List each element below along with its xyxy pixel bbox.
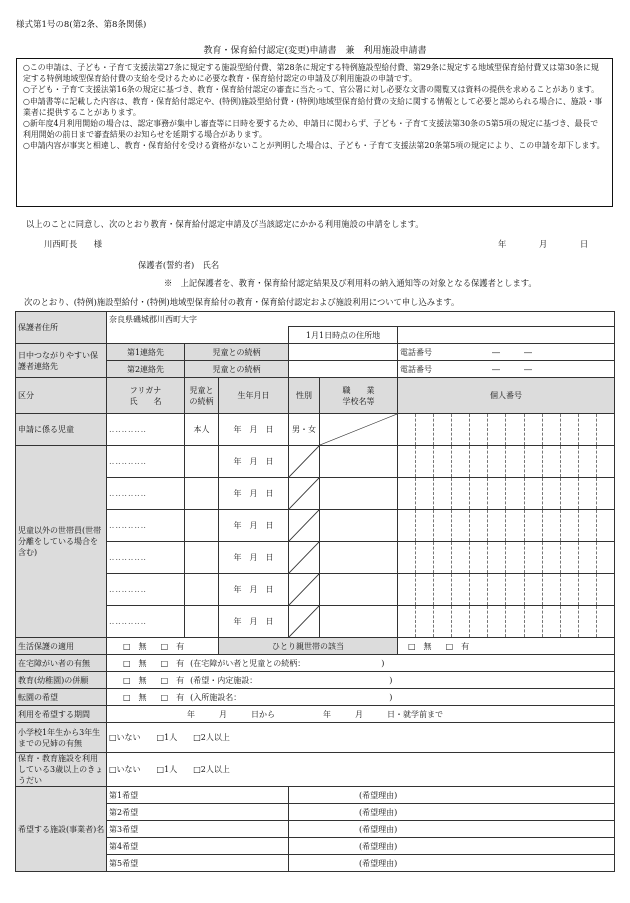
notice-5: ○申請内容が事実と相違し、教育・保育給付を受ける資格がないことが判明した場合は、子ども・子育て支援法第20条第5項の規定により、この申請を却下します。	[23, 141, 605, 151]
member-mynumber-field[interactable]	[398, 446, 615, 478]
form-title: 教育・保育給付認定(変更)申請書 兼 利用施設申請書	[203, 46, 427, 56]
consent-text: 以上のことに同意し、次のとおり教育・保育給付認定申請及び当該認定にかかる利用施設の申請をします。	[26, 219, 424, 229]
header-sex: 性別	[289, 378, 320, 414]
member-relation-field[interactable]	[185, 606, 219, 638]
siblings-label: 小学校1年生から3年生までの兄姉の有無	[16, 723, 107, 753]
transfer-no-checkbox[interactable]: □ 無	[123, 692, 147, 702]
welfare-options[interactable]	[107, 638, 219, 655]
member-name-field[interactable]: ‥‥‥‥‥‥	[107, 574, 185, 606]
address-value[interactable]: 奈良県磯城郡川西町大字	[107, 312, 615, 327]
contact2-label: 第2連絡先	[107, 361, 185, 378]
preference-4[interactable]: 第4希望	[107, 838, 289, 855]
preference-3[interactable]: 第3希望	[107, 821, 289, 838]
contact2-relation-label: 児童との続柄	[185, 361, 289, 378]
transfer-options[interactable]	[107, 689, 615, 706]
applicant-relation: 本人	[185, 414, 219, 446]
member-name-field[interactable]: ‥‥‥‥‥‥	[107, 478, 185, 510]
header-name: フリガナ 氏 名	[107, 378, 185, 414]
guardian-note: ※ 上記保護者を、教育・保育給付認定結果及び利用料の納入通知等の対象となる保護者とします。	[164, 278, 537, 288]
period-field[interactable]: 年 月 日から 年 月 日・就学前まで	[107, 706, 615, 723]
kindergarten-note: (希望・内定施設： )	[190, 675, 393, 685]
contact1-relation-field[interactable]	[289, 344, 398, 361]
welfare-label: 生活保護の適用	[16, 638, 107, 655]
contact1-phone-format: ― ―	[492, 347, 532, 357]
member-job-field[interactable]	[320, 574, 398, 606]
header-kubun: 区分	[16, 378, 107, 414]
notice-2: ○子ども・子育て支援法第16条の規定に基づき、教育・保育給付認定の審査に当たって、官公署に対し必要な文書の閲覧又は資料の提供を求めることがあります。	[23, 85, 600, 95]
address-label: 保護者住所	[16, 312, 107, 344]
reason-5[interactable]: (希望理由)	[289, 855, 615, 872]
kindergarten-no-checkbox[interactable]: □ 無	[123, 675, 147, 685]
member-relation-field[interactable]	[185, 478, 219, 510]
member-birthdate[interactable]: 年 月 日	[219, 542, 289, 574]
welfare-yes-checkbox[interactable]: □ 有	[160, 641, 185, 651]
applicant-mynumber-field[interactable]	[398, 414, 615, 446]
notice-box	[16, 58, 613, 207]
transfer-note: (入所施設名： )	[190, 692, 393, 702]
date-day: 日	[579, 239, 589, 249]
intro-text: 次のとおり、(特例)施設型給付・(特例)地域型保育給付の教育・保育給付認定および施設利用について申し込みます。	[24, 297, 460, 307]
member-birthdate[interactable]: 年 月 日	[219, 446, 289, 478]
kindergarten-yes-checkbox[interactable]: □ 有	[160, 675, 185, 685]
member-relation-field[interactable]	[185, 446, 219, 478]
application-table	[15, 311, 615, 872]
kindergarten-options[interactable]	[107, 672, 615, 689]
member-sex-diagonal	[289, 606, 320, 638]
member-name-field[interactable]: ‥‥‥‥‥‥	[107, 446, 185, 478]
disability-yes-checkbox[interactable]: □ 有	[160, 658, 185, 668]
household-label: 児童以外の世帯員(世帯分離をしている場合を含む)	[16, 446, 107, 638]
applicant-sex[interactable]: 男・女	[289, 414, 320, 446]
reason-1[interactable]: (希望理由)	[289, 787, 615, 804]
kindergarten-label: 教育(幼稚園)の併願	[16, 672, 107, 689]
disability-no-checkbox[interactable]: □ 無	[123, 658, 147, 668]
member-birthdate[interactable]: 年 月 日	[219, 478, 289, 510]
member-sex-diagonal	[289, 542, 320, 574]
member-birthdate[interactable]: 年 月 日	[219, 510, 289, 542]
applicant-label: 申請に係る児童	[16, 414, 107, 446]
member-sex-diagonal	[289, 510, 320, 542]
header-birthdate: 生年月日	[219, 378, 289, 414]
older-siblings-label: 保育・教育施設を利用している3歳以上のきょうだい	[16, 753, 107, 787]
notice-4: ○新年度4月利用開始の場合は、認定事務が集中し審査等に日時を要するため、申請日に関わらず、子ども・子育て支援法第30条の5第5項の規定に基づき、最長で利用開始の前日まで審査結果のお知らせを延期する場合があります。	[23, 119, 599, 140]
date-year: 年	[498, 239, 507, 249]
member-mynumber-field[interactable]	[398, 542, 615, 574]
contact2-phone-format: ― ―	[492, 364, 532, 374]
older-siblings-options[interactable]: □いない □1人 □2人以上	[107, 753, 615, 787]
member-name-field[interactable]: ‥‥‥‥‥‥	[107, 542, 185, 574]
header-job: 職 業 学校名等	[320, 378, 398, 414]
member-relation-field[interactable]	[185, 574, 219, 606]
member-job-field[interactable]	[320, 606, 398, 638]
contact1-relation-label: 児童との続柄	[185, 344, 289, 361]
member-relation-field[interactable]	[185, 510, 219, 542]
guardian-name-field[interactable]: 保護者(誓約者) 氏名	[138, 260, 220, 270]
daytime-contact-label: 日中つながりやすい保護者連絡先	[16, 344, 107, 378]
preference-5[interactable]: 第5希望	[107, 855, 289, 872]
single-parent-no-checkbox[interactable]: □ 無	[408, 641, 432, 651]
member-relation-field[interactable]	[185, 542, 219, 574]
member-sex-diagonal	[289, 446, 320, 478]
applicant-birthdate[interactable]: 年 月 日	[219, 414, 289, 446]
date-month: 月	[538, 239, 548, 249]
contact1-label: 第1連絡先	[107, 344, 185, 361]
form-number: 様式第1号の8(第2条、第8条関係)	[16, 20, 147, 30]
welfare-no-checkbox[interactable]: □ 無	[123, 641, 147, 651]
preference-1[interactable]: 第1希望	[107, 787, 289, 804]
siblings-options[interactable]: □いない □1人 □2人以上	[107, 723, 615, 753]
member-mynumber-field[interactable]	[398, 606, 615, 638]
reason-2[interactable]: (希望理由)	[289, 804, 615, 821]
header-mynumber: 個人番号	[398, 378, 615, 414]
member-birthdate[interactable]: 年 月 日	[219, 606, 289, 638]
jan1-address-label: 1月1日時点の住所地	[289, 327, 398, 344]
single-parent-yes-checkbox[interactable]: □ 有	[445, 641, 470, 651]
header-relation: 児童と の続柄	[185, 378, 219, 414]
transfer-yes-checkbox[interactable]: □ 有	[160, 692, 185, 702]
member-name-field[interactable]: ‥‥‥‥‥‥	[107, 510, 185, 542]
notice-1: ○この申請は、子ども・子育て支援法第27条に規定する施設型給付費、第28条に規定する特例施設型給付費、第29条に規定する地域型保育給付費又は第30条に規定する特例地域型保育給付費の支給を受けるために必要な教育・保育給付認定の申請及び利用施設の申請です。	[23, 63, 599, 84]
contact1-phone-label: 電話番号	[400, 347, 432, 357]
member-name-field[interactable]: ‥‥‥‥‥‥	[107, 606, 185, 638]
disability-label: 在宅障がい者の有無	[16, 655, 107, 672]
reason-3[interactable]: (希望理由)	[289, 821, 615, 838]
disability-options[interactable]	[107, 655, 615, 672]
applicant-name-field[interactable]: ‥‥‥‥‥‥	[107, 414, 185, 446]
facility-label: 希望する施設(事業者)名	[16, 787, 107, 872]
contact2-phone[interactable]	[398, 361, 615, 378]
contact2-phone-label: 電話番号	[400, 364, 432, 374]
member-birthdate[interactable]: 年 月 日	[219, 574, 289, 606]
member-job-field[interactable]	[320, 478, 398, 510]
member-sex-diagonal	[289, 574, 320, 606]
application-date[interactable]	[498, 238, 618, 250]
member-sex-diagonal	[289, 478, 320, 510]
transfer-label: 転園の希望	[16, 689, 107, 706]
single-parent-options[interactable]	[398, 638, 615, 655]
contact2-relation-field[interactable]	[289, 361, 398, 378]
notice-3: ○申請書等に記載した内容は、教育・保育給付認定や、(特例)施設型給付費・(特例)地域型保育給付費の支給に関する情報として必要と認められる場合に、施設・事業者に提供することがあります。	[23, 96, 603, 117]
applicant-job-diagonal	[320, 414, 398, 446]
disability-note: (在宅障がい者と児童との続柄： )	[190, 658, 385, 668]
addressee: 川西町長 様	[44, 239, 103, 249]
member-job-field[interactable]	[320, 510, 398, 542]
preference-2[interactable]: 第2希望	[107, 804, 289, 821]
member-job-field[interactable]	[320, 542, 398, 574]
member-mynumber-field[interactable]	[398, 574, 615, 606]
member-mynumber-field[interactable]	[398, 478, 615, 510]
single-parent-label: ひとり親世帯の該当	[219, 638, 398, 655]
member-job-field[interactable]	[320, 446, 398, 478]
contact1-phone[interactable]	[398, 344, 615, 361]
member-mynumber-field[interactable]	[398, 510, 615, 542]
period-label: 利用を希望する期間	[16, 706, 107, 723]
reason-4[interactable]: (希望理由)	[289, 838, 615, 855]
